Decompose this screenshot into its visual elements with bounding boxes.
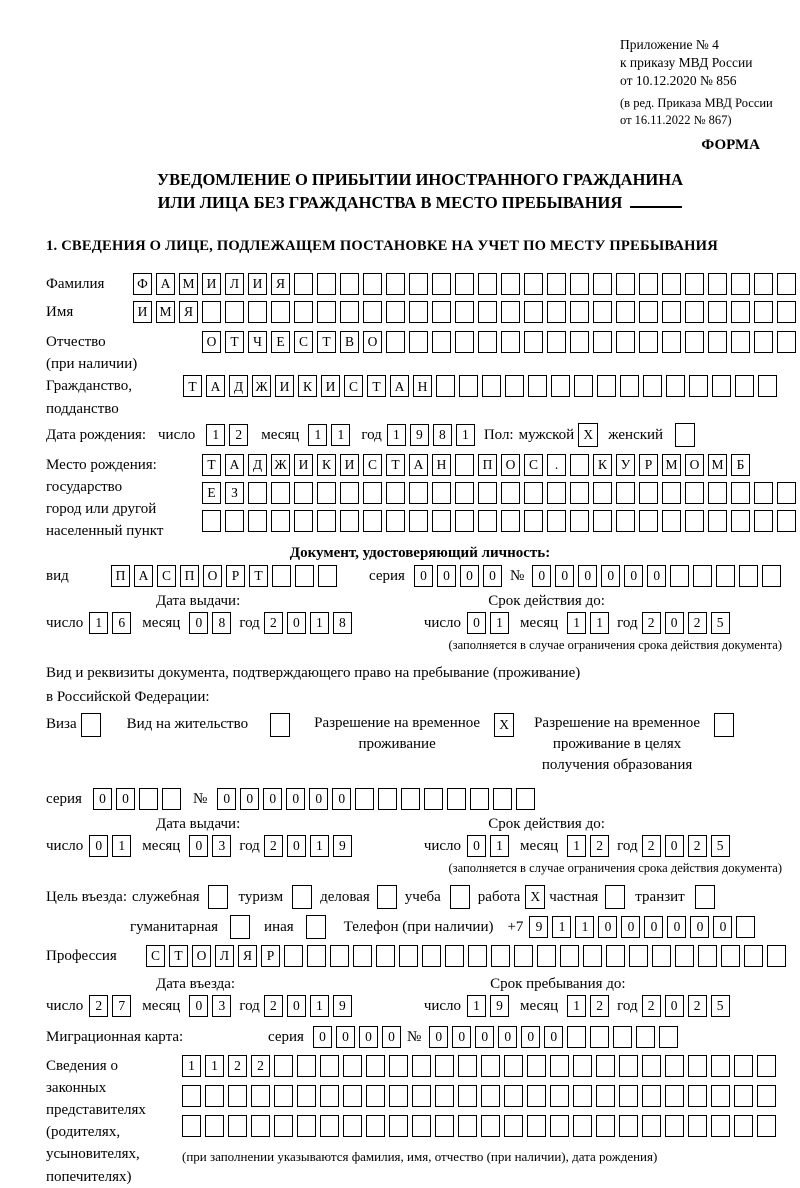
purpose-transit-checkbox[interactable] xyxy=(695,885,715,909)
representatives-row2-input[interactable] xyxy=(182,1085,776,1107)
doc-number-input[interactable]: 0 0 0 0 0 0 xyxy=(532,565,781,587)
series-label: серия xyxy=(268,1028,304,1045)
year-label: год xyxy=(361,426,382,443)
resid-issue-day-input[interactable]: 0 1 xyxy=(89,835,131,857)
issue-date-label: Дата выдачи: xyxy=(156,592,241,609)
purpose-work-checkbox[interactable]: X xyxy=(525,885,545,909)
purpose-other-checkbox[interactable] xyxy=(306,915,326,939)
phone-prefix: +7 xyxy=(507,918,524,935)
section1-heading: 1. СВЕДЕНИЯ О ЛИЦЕ, ПОДЛЕЖАЩЕМ ПОСТАНОВКЕ НА УЧЕТ ПО МЕСТУ ПРЕБЫВАНИЯ xyxy=(46,238,718,254)
entry-year-input[interactable]: 2 0 1 9 xyxy=(264,995,352,1017)
purpose-transit-label: транзит xyxy=(635,888,685,905)
form-label: ФОРМА xyxy=(701,137,760,153)
day-label: число xyxy=(46,614,84,631)
citizenship-label: Гражданство, xyxy=(46,378,133,395)
migration-card-number-input[interactable]: 0 0 0 0 0 0 xyxy=(429,1026,678,1048)
temp-residence-checkbox[interactable]: X xyxy=(494,713,514,737)
birth-date-label: Дата рождения: xyxy=(46,426,147,443)
month-label: месяц xyxy=(520,997,559,1014)
representatives-note: (при заполнении указываются фамилия, имя, отчество (при наличии), дата рождения) xyxy=(182,1148,658,1164)
female-label: женский xyxy=(608,426,664,443)
citizenship-input[interactable]: Т А Д Ж И К И С Т А Н xyxy=(183,375,777,397)
year-label: год xyxy=(617,837,638,854)
appendix-line: Приложение № 4 xyxy=(620,37,719,52)
month-label: месяц xyxy=(142,997,181,1014)
birth-year-input[interactable]: 1 9 8 1 xyxy=(387,424,475,446)
day-label: число xyxy=(46,837,84,854)
appendix-note-line: от 16.11.2022 № 867) xyxy=(620,113,732,127)
representatives-row1-input[interactable]: 1 1 2 2 xyxy=(182,1055,776,1077)
appendix-note-line: (в ред. Приказа МВД России xyxy=(620,96,773,110)
restriction-note: (заполняется в случае ограничения срока действия документа) xyxy=(448,860,782,875)
doc-valid-year-input[interactable]: 2 0 2 5 xyxy=(642,612,730,634)
stay-month-input[interactable]: 1 2 xyxy=(567,995,609,1017)
purpose-business-checkbox[interactable] xyxy=(377,885,397,909)
appendix-block xyxy=(620,36,794,129)
form-title xyxy=(46,168,794,214)
purpose-service-checkbox[interactable] xyxy=(208,885,228,909)
purpose-other-label: иная xyxy=(264,918,294,935)
name-input[interactable]: И М Я xyxy=(133,301,796,323)
doc-valid-day-input[interactable]: 0 1 xyxy=(467,612,509,634)
visa-checkbox[interactable] xyxy=(81,713,101,737)
month-label: месяц xyxy=(261,426,300,443)
surname-label: Фамилия xyxy=(46,276,105,292)
series-label: серия xyxy=(46,790,82,807)
restriction-note: (заполняется в случае ограничения срока действия документа) xyxy=(448,637,782,652)
purpose-service-label: служебная xyxy=(131,888,200,905)
doc-issue-year-input[interactable]: 2 0 1 8 xyxy=(264,612,352,634)
purpose-business-label: деловая xyxy=(320,888,370,905)
purpose-study-checkbox[interactable] xyxy=(450,885,470,909)
stay-day-input[interactable]: 1 9 xyxy=(467,995,509,1017)
male-checkbox[interactable]: X xyxy=(578,423,598,447)
birth-place-row3-input[interactable] xyxy=(202,510,796,532)
citizenship-label2: подданство xyxy=(46,400,119,417)
day-label: число xyxy=(158,426,196,443)
valid-until-label: Срок действия до: xyxy=(488,815,605,832)
purpose-tourism-checkbox[interactable] xyxy=(292,885,312,909)
residence-permit-label: Вид на жительство xyxy=(126,715,249,732)
birth-place-label: Место рождения: государство город или другой населенный пункт xyxy=(46,456,164,540)
year-label: год xyxy=(239,997,260,1014)
sex-label: Пол: xyxy=(483,426,514,443)
doc-kind-input[interactable]: П А С П О Р Т xyxy=(111,565,337,587)
day-label: число xyxy=(423,997,462,1014)
purpose-study-label: учеба xyxy=(404,888,441,905)
resid-series-input[interactable]: 0 0 xyxy=(93,788,181,810)
number-label: № xyxy=(192,790,208,807)
patronymic-label: Отчество xyxy=(46,334,106,350)
stay-year-input[interactable]: 2 0 2 5 xyxy=(642,995,730,1017)
purpose-humanitarian-label: гуманитарная xyxy=(130,918,219,935)
resid-issue-year-input[interactable]: 2 0 1 9 xyxy=(264,835,352,857)
day-label: число xyxy=(46,997,84,1014)
entry-day-input[interactable]: 2 7 xyxy=(89,995,131,1017)
representatives-row3-input[interactable] xyxy=(182,1115,776,1137)
day-label: число xyxy=(423,614,462,631)
year-label: год xyxy=(239,837,260,854)
resid-valid-month-input[interactable]: 1 2 xyxy=(567,835,609,857)
year-label: год xyxy=(617,997,638,1014)
year-label: год xyxy=(617,614,638,631)
doc-valid-month-input[interactable]: 1 1 xyxy=(567,612,609,634)
representatives-label: Сведения о законных представителях (родителях, усыновителях, попечителях) xyxy=(46,1057,146,1185)
temp-residence-edu-label: Разрешение на временное проживание в целях получения образования xyxy=(534,714,701,773)
birth-month-input[interactable]: 1 1 xyxy=(308,424,350,446)
purpose-humanitarian-checkbox[interactable] xyxy=(230,915,250,939)
month-label: месяц xyxy=(520,614,559,631)
phone-input[interactable]: 9 1 1 0 0 0 0 0 0 xyxy=(529,916,755,938)
profession-label: Профессия xyxy=(46,947,117,964)
name-label: Имя xyxy=(46,304,74,320)
birth-place-row1-input[interactable]: Т А Д Ж И К И С Т А Н П О С . К У Р М О М Б xyxy=(202,454,796,476)
phone-label: Телефон (при наличии) xyxy=(343,918,494,935)
doc-issue-month-input[interactable]: 0 8 xyxy=(189,612,231,634)
residence-permit-checkbox[interactable] xyxy=(270,713,290,737)
year-label: год xyxy=(239,614,260,631)
series-label: серия xyxy=(369,567,405,584)
temp-residence-label: Разрешение на временное проживание xyxy=(314,714,481,752)
migration-card-label: Миграционная карта: xyxy=(46,1028,184,1045)
resid-issue-month-input[interactable]: 0 3 xyxy=(189,835,231,857)
valid-until-label: Срок действия до: xyxy=(488,592,605,609)
doc-kind-label: вид xyxy=(46,567,69,584)
patronymic-input[interactable]: О Т Ч Е С Т В О xyxy=(202,331,796,353)
title-line-2: ИЛИ ЛИЦА БЕЗ ГРАЖДАНСТВА В МЕСТО ПРЕБЫВАНИЯ xyxy=(46,191,794,214)
migration-card-series-input[interactable]: 0 0 0 0 xyxy=(313,1026,401,1048)
purpose-private-label: частная xyxy=(549,888,599,905)
number-label: № xyxy=(509,567,525,584)
stay-until-label: Срок пребывания до: xyxy=(490,975,626,992)
purpose-work-label: работа xyxy=(477,888,521,905)
issue-date-label: Дата выдачи: xyxy=(156,815,241,832)
patronymic-note: (при наличии) xyxy=(46,356,138,373)
month-label: месяц xyxy=(142,837,181,854)
month-label: месяц xyxy=(520,837,559,854)
purpose-private-checkbox[interactable] xyxy=(605,885,625,909)
birth-place-row2-input[interactable]: Е З xyxy=(202,482,796,504)
profession-input[interactable]: С Т О Л Я Р xyxy=(146,945,786,967)
appendix-line: от 10.12.2020 № 856 xyxy=(620,73,737,88)
surname-input[interactable]: Ф А М И Л И Я xyxy=(133,273,796,295)
temp-residence-edu-checkbox[interactable] xyxy=(714,713,734,737)
title-line-1: УВЕДОМЛЕНИЕ О ПРИБЫТИИ ИНОСТРАННОГО ГРАЖДАНИНА xyxy=(156,170,684,189)
resid-valid-year-input[interactable]: 2 0 2 5 xyxy=(642,835,730,857)
purpose-tourism-label: туризм xyxy=(238,888,284,905)
visa-label: Виза xyxy=(46,715,77,732)
day-label: число xyxy=(423,837,462,854)
number-label: № xyxy=(406,1028,422,1045)
doc-series-input[interactable]: 0 0 0 0 xyxy=(414,565,502,587)
female-checkbox[interactable] xyxy=(675,423,695,447)
month-label: месяц xyxy=(142,614,181,631)
title-blank-line xyxy=(630,193,682,208)
resid-valid-day-input[interactable]: 0 1 xyxy=(467,835,509,857)
male-label: мужской xyxy=(518,426,575,443)
birth-day-input[interactable]: 1 2 xyxy=(206,424,248,446)
entry-date-label: Дата въезда: xyxy=(156,975,236,992)
doc-issue-day-input[interactable]: 1 6 xyxy=(89,612,131,634)
entry-purpose-label: Цель въезда: xyxy=(46,888,127,905)
entry-month-input[interactable]: 0 3 xyxy=(189,995,231,1017)
id-doc-heading: Документ, удостоверяющий личность: xyxy=(289,544,551,561)
appendix-line: к приказу МВД России xyxy=(620,55,753,70)
resid-number-input[interactable]: 0 0 0 0 0 0 xyxy=(217,788,535,810)
resid-doc-intro: Вид и реквизиты документа, подтверждающего право на пребывание (проживание) в Российской Федерации: xyxy=(46,664,581,705)
